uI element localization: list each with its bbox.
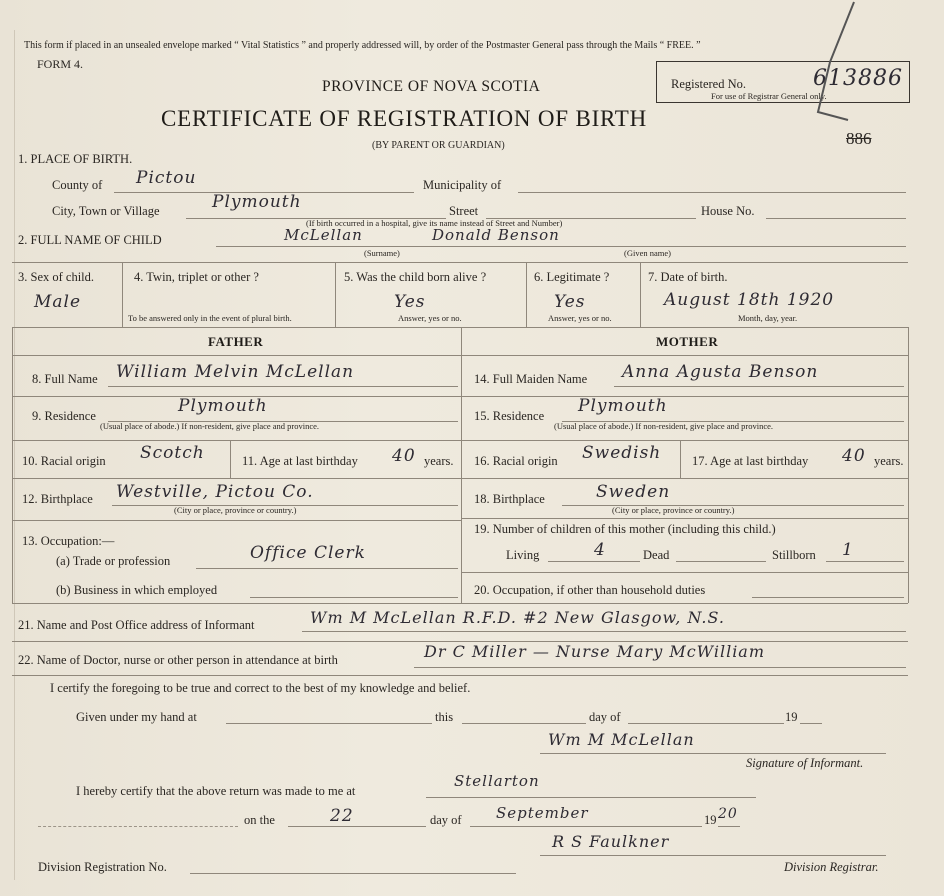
return-place-value: Stellarton [454,772,540,790]
year19-label: 19 [704,813,717,827]
informant-signature-caption: Signature of Informant. [746,756,864,770]
mother-residence-label: 15. Residence [474,409,545,423]
date-of-birth-value: August 18th 1920 [664,290,835,310]
surname-caption: (Surname) [364,248,400,258]
row-rule [12,440,461,441]
divider [230,440,231,478]
division-registration-label: Division Registration No. [38,860,167,874]
child-surname-value: McLellan [284,226,363,244]
municipality-line [518,192,906,193]
twin-label: 4. Twin, triplet or other ? [134,270,259,284]
informant-line [302,631,906,632]
father-residence-note: (Usual place of abode.) If non-resident, give place and province. [100,421,320,431]
row-rule [461,396,908,397]
stillborn-value: 1 [842,540,854,560]
on-the-line [288,826,426,827]
father-birthplace-note: (City or place, province or country.) [174,505,297,515]
certification-statement: I certify the foregoing to be true and correct to the best of my knowledge and belief. [50,681,471,695]
right-rule [908,327,909,603]
child-name-line [216,246,906,247]
father-age-label: 11. Age at last birthday [242,454,358,468]
city-label: City, Town or Village [52,204,160,218]
row-rule [461,440,908,441]
stillborn-line [826,561,904,562]
sex-label: 3. Sex of child. [18,270,95,284]
father-birthplace-value: Westville, Pictou Co. [116,482,314,502]
mailing-notice: This form if placed in an unsealed envelope marked “ Vital Statistics ” and properly addressed will, by order of the Postmaster General pass through the Mails “ FREE. ” [24,40,701,51]
mother-age-label: 17. Age at last birthday [692,454,809,468]
father-trade-label: (a) Trade or profession [56,554,171,568]
given-under-hand-label: Given under my hand at [76,710,197,724]
return-month-line [470,826,702,827]
return-made-label: I hereby certify that the above return was made to me at [76,784,356,798]
living-line [548,561,640,562]
father-racial-value: Scotch [140,443,205,463]
doctor-label: 22. Name of Doctor, nurse or other person in attendance at birth [18,653,338,667]
left-rule [12,327,13,603]
doctor-value: Dr C Miller — Nurse Mary McWilliam [424,642,766,661]
stillborn-label: Stillborn [772,548,816,562]
certificate-title: CERTIFICATE OF REGISTRATION OF BIRTH [161,106,648,131]
mother-children-label: 19. Number of children of this mother (including this child.) [474,522,776,536]
mother-occupation-label: 20. Occupation, if other than household duties [474,583,706,597]
given-at-line [226,723,432,724]
year-line [800,723,822,724]
dead-label: Dead [643,548,670,562]
father-racial-label: 10. Racial origin [22,454,106,468]
father-occupation-label: 13. Occupation:— [22,534,115,548]
center-rule [461,327,462,603]
dead-line [676,561,766,562]
given-name-caption: (Given name) [624,248,671,258]
divider [335,262,336,327]
form-number: FORM 4. [37,57,84,71]
informant-signature-line [540,753,886,754]
place-of-birth-heading: 1. PLACE OF BIRTH. [18,152,133,166]
legitimate-label: 6. Legitimate ? [534,270,610,284]
return-year-value: 20 [718,806,738,822]
date-of-birth-label: 7. Date of birth. [648,270,728,284]
registrar-check-mark [790,0,860,125]
informant-signature: Wm M McLellan [548,730,695,749]
mother-residence-value: Plymouth [578,396,668,416]
on-the-label: on the [244,813,275,827]
street-label: Street [449,204,479,218]
divider [640,262,641,327]
father-trade-value: Office Clerk [250,543,366,563]
certificate-subtitle: (BY PARENT OR GUARDIAN) [372,140,505,151]
mother-name-label: 14. Full Maiden Name [474,372,588,386]
child-given-value: Donald Benson [432,226,560,244]
born-alive-label: 5. Was the child born alive ? [344,270,487,284]
doctor-line [414,667,906,668]
this-label: this [435,710,454,724]
return-month-value: September [496,804,589,822]
section-bottom-rule [12,603,908,604]
row-box-top [12,262,908,263]
father-business-label: (b) Business in which employed [56,583,218,597]
father-residence-value: Plymouth [178,396,268,416]
return-day-value: 22 [330,806,354,826]
registrar-use-note: For use of Registrar General only. [711,91,827,101]
mother-birthplace-note: (City or place, province or country.) [612,505,735,515]
divider [122,262,123,327]
day-of-line [628,723,784,724]
registered-number-label: Registered No. [671,77,746,91]
county-label: County of [52,178,103,192]
year-prefix-label: 19 [785,710,798,724]
mother-birthplace-label: 18. Birthplace [474,492,545,506]
born-alive-note: Answer, yes or no. [398,313,462,323]
margin-number: 886 [846,129,872,148]
father-trade-line [196,568,458,569]
twin-note: To be answered only in the event of plural birth. [128,313,292,323]
registrar-caption: Division Registrar. [784,860,879,874]
informant-label: 21. Name and Post Office address of Informant [18,618,255,632]
row-rule [461,572,908,573]
mother-racial-value: Swedish [582,443,662,463]
legitimate-value: Yes [554,292,586,312]
mother-years-label: years. [874,454,904,468]
living-label: Living [506,548,540,562]
divider [526,262,527,327]
province-heading: PROVINCE OF NOVA SCOTIA [322,78,541,95]
living-value: 4 [594,540,606,560]
city-value: Plymouth [212,192,302,212]
sex-value: Male [34,292,82,312]
registered-number-value: 613886 [813,66,903,91]
father-birthplace-label: 12. Birthplace [22,492,93,506]
row-rule [461,478,908,479]
father-name-label: 8. Full Name [32,372,98,386]
father-years-label: years. [424,454,454,468]
born-alive-value: Yes [394,292,426,312]
row-rule [12,675,908,676]
father-name-value: William Melvin McLellan [116,362,355,382]
registered-number-box [656,61,910,103]
binding-edge [14,30,15,880]
municipality-label: Municipality of [423,178,502,192]
house-number-line [766,218,906,219]
mother-racial-label: 16. Racial origin [474,454,558,468]
mother-heading: MOTHER [656,334,719,349]
informant-value: Wm M McLellan R.F.D. #2 New Glasgow, N.S. [310,608,725,627]
row-box-bottom [12,327,908,328]
house-number-label: House No. [701,204,755,218]
father-residence-label: 9. Residence [32,409,96,423]
father-age-value: 40 [392,446,416,466]
mother-name-value: Anna Agusta Benson [622,362,819,382]
day-of-label: day of [589,710,621,724]
return-place-line [426,797,756,798]
date-of-birth-note: Month, day, year. [738,313,798,323]
heading-rule [12,355,908,356]
street-note: (If birth occurred in a hospital, give its name instead of Street and Number) [306,218,563,228]
child-name-label: 2. FULL NAME OF CHILD [18,233,162,247]
division-registration-line [190,873,516,874]
registrar-signature: R S Faulkner [552,832,670,851]
mother-age-value: 40 [842,446,866,466]
mother-name-line [614,386,904,387]
mother-birthplace-value: Sweden [596,482,671,502]
row-rule [12,520,461,521]
county-value: Pictou [136,168,197,188]
father-name-line [108,386,458,387]
this-line [462,723,586,724]
father-heading: FATHER [208,334,264,349]
mother-residence-note: (Usual place of abode.) If non-resident, give place and province. [554,421,774,431]
divider [680,440,681,478]
legitimate-note: Answer, yes or no. [548,313,612,323]
row-rule [461,518,908,519]
row-rule [12,478,461,479]
registrar-signature-line [540,855,886,856]
dotted-lead [38,826,238,827]
mother-occupation-line [752,597,904,598]
father-business-line [250,597,458,598]
day-of-label-2: day of [430,813,462,827]
return-year-line [718,826,740,827]
